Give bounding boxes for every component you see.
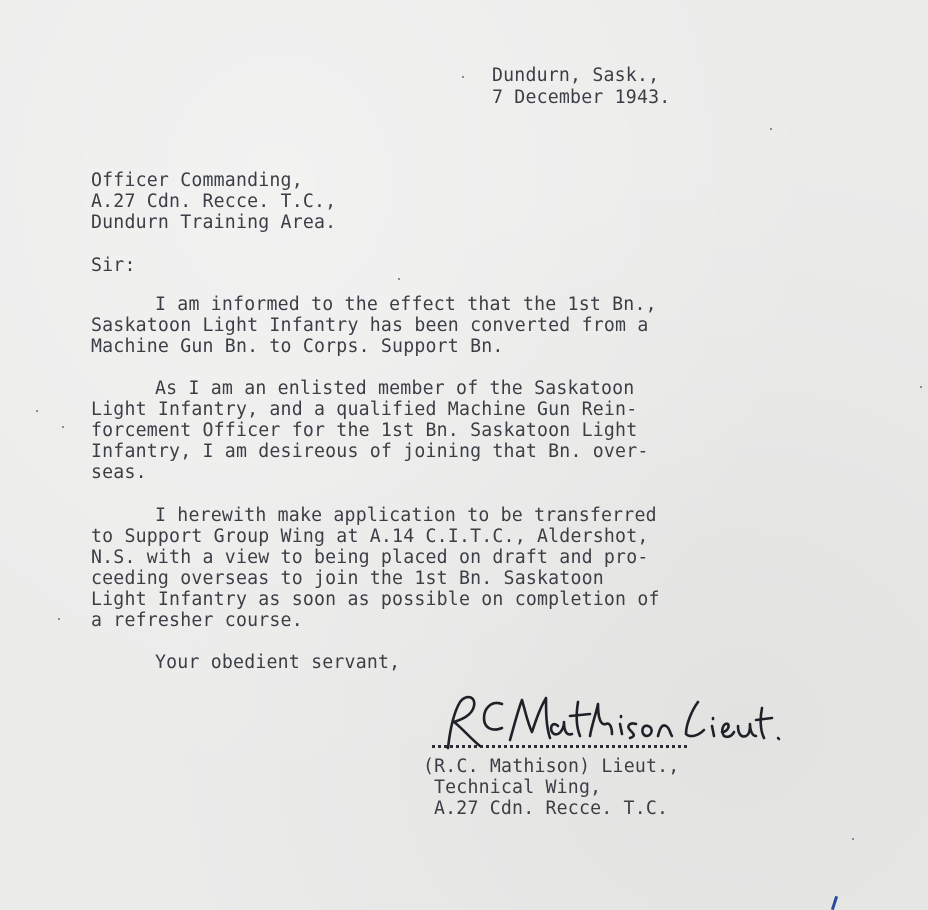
paragraph-2-line-2: Light Infantry, and a qualified Machine Gun Rein- [91, 399, 638, 420]
paragraph-2-line-3: forcement Officer for the 1st Bn. Saskatoon Light [91, 420, 638, 441]
paragraph-3-line-4: ceeding overseas to join the 1st Bn. Saskatoon [91, 568, 604, 589]
paragraph-1-line-3: Machine Gun Bn. to Corps. Support Bn. [91, 336, 504, 357]
paragraph-1-line-2: Saskatoon Light Infantry has been converted from a [91, 315, 649, 336]
dateline-date: 7 December 1943. [492, 87, 671, 108]
paper-speck [852, 838, 854, 840]
paragraph-3-line-5: Light Infantry as soon as possible on completion of [91, 589, 660, 610]
paragraph-1-line-1: I am informed to the effect that the 1st Bn., [155, 294, 657, 315]
paper-speck [36, 410, 38, 412]
paragraph-3-line-6: a refresher course. [91, 610, 303, 631]
paper-speck [62, 426, 64, 428]
handwritten-signature [440, 690, 785, 760]
dateline-place: Dundurn, Sask., [492, 65, 660, 86]
addressee-line-1: Officer Commanding, [91, 170, 303, 191]
ink-edge-mark [831, 896, 838, 910]
signature-block-unit: Technical Wing, [434, 777, 602, 798]
signature-block-name: (R.C. Mathison) Lieut., [423, 756, 680, 777]
paragraph-2-line-5: seas. [91, 462, 147, 483]
paragraph-3-line-2: to Support Group Wing at A.14 C.I.T.C., Aldershot, [91, 526, 649, 547]
signature-dotted-line [432, 745, 687, 748]
paper-speck [770, 128, 772, 130]
paper-speck [58, 618, 60, 620]
addressee-line-3: Dundurn Training Area. [91, 212, 337, 233]
signature-block-school: A.27 Cdn. Recce. T.C. [434, 798, 669, 819]
paragraph-2-line-4: Infantry, I am desireous of joining that Bn. over- [91, 441, 649, 462]
paragraph-3-line-1: I herewith make application to be transferred [155, 505, 657, 526]
paper-speck [920, 386, 922, 388]
paper-speck [462, 76, 464, 78]
paragraph-3-line-3: N.S. with a view to being placed on draft and pro- [91, 547, 649, 568]
paper-speck [398, 278, 400, 280]
paragraph-2-line-1: As I am an enlisted member of the Saskatoon [155, 378, 635, 399]
closing: Your obedient servant, [155, 652, 401, 673]
addressee-line-2: A.27 Cdn. Recce. T.C., [91, 191, 337, 212]
salutation: Sir: [91, 255, 136, 276]
